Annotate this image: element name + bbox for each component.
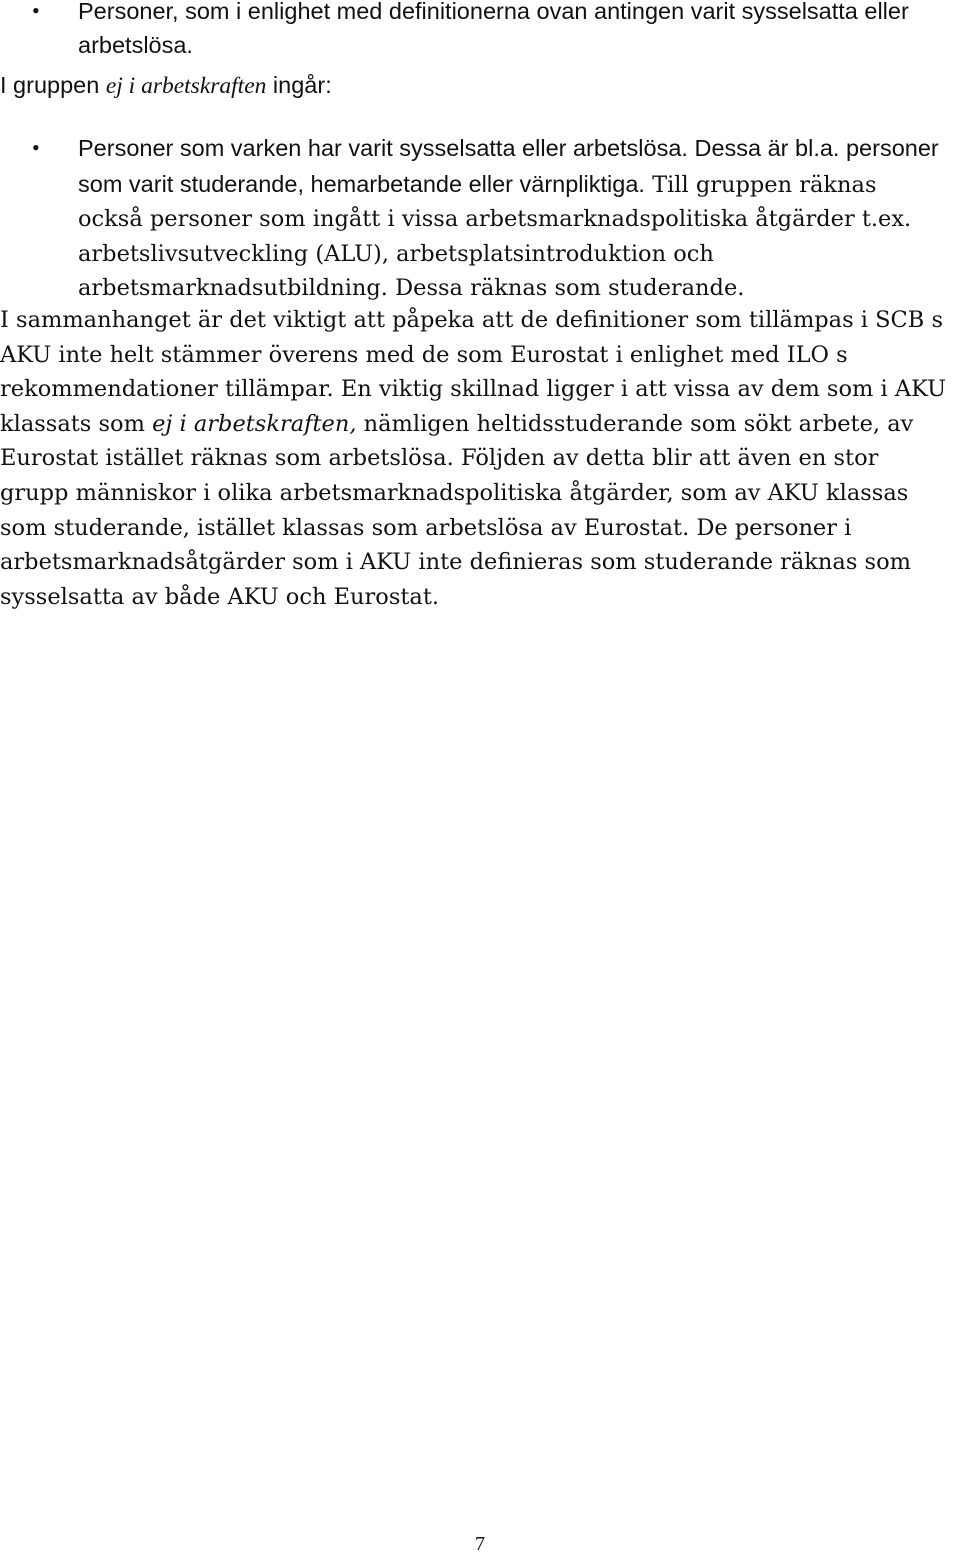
list-item-text: Personer, som i enlighet med definitionerna ovan antingen varit sysselsatta eller arbetslösa. (78, 0, 909, 58)
list-item-text-part: Personer som varken har varit sysselsatta eller arbetslösa. Dessa är bl.a. personer som varit studerande, hemarbetande eller värnpliktiga. (78, 135, 939, 197)
page-number: 7 (475, 1533, 485, 1555)
paragraph-text: nämligen heltidsstuderande som sökt arbete, av Eurostat istället räknas som arbetslösa. Följden av detta blir att även en stor grupp människor i olika arbetsmarknadspolitiska åtgärder, som av AKU klassas som studerande, istället klassas som arbetslösa av Eurostat. De personer i arbetsmarknadsåtgärder som i AKU inte definieras som studerande räknas som sysselsatta av både AKU och Eurostat. (0, 410, 914, 610)
body-paragraph (0, 303, 948, 614)
bullet-marker: • (32, 0, 40, 23)
intro-suffix: ingår: (266, 72, 332, 98)
intro-prefix: I gruppen (0, 72, 106, 98)
group-intro (0, 68, 960, 103)
list-item-text (78, 131, 946, 306)
intro-emphasis: ej i arbetskraften (105, 73, 267, 99)
paragraph-emphasis: ej i arbetskraften, (152, 410, 357, 437)
list-item-text-part: Till gruppen räknas också personer som ingått i vissa arbetsmarknadspolitiska åtgärder t.ex. arbetslivsutveckling (ALU), arbetsplatsintroduktion och arbetsmarknadsutbildning. Dessa räknas som studerande. (78, 171, 912, 301)
bullet-marker: • (32, 135, 40, 160)
paragraph-text: I sammanhanget är det viktigt att påpeka att de definitioner som tillämpas i SCB s AKU inte helt stämmer överens med de som Eurostat i enlighet med ILO s rekommendationer tillämpar. En viktig skillnad ligger i att vissa av dem som i AKU klassats som (0, 307, 947, 437)
